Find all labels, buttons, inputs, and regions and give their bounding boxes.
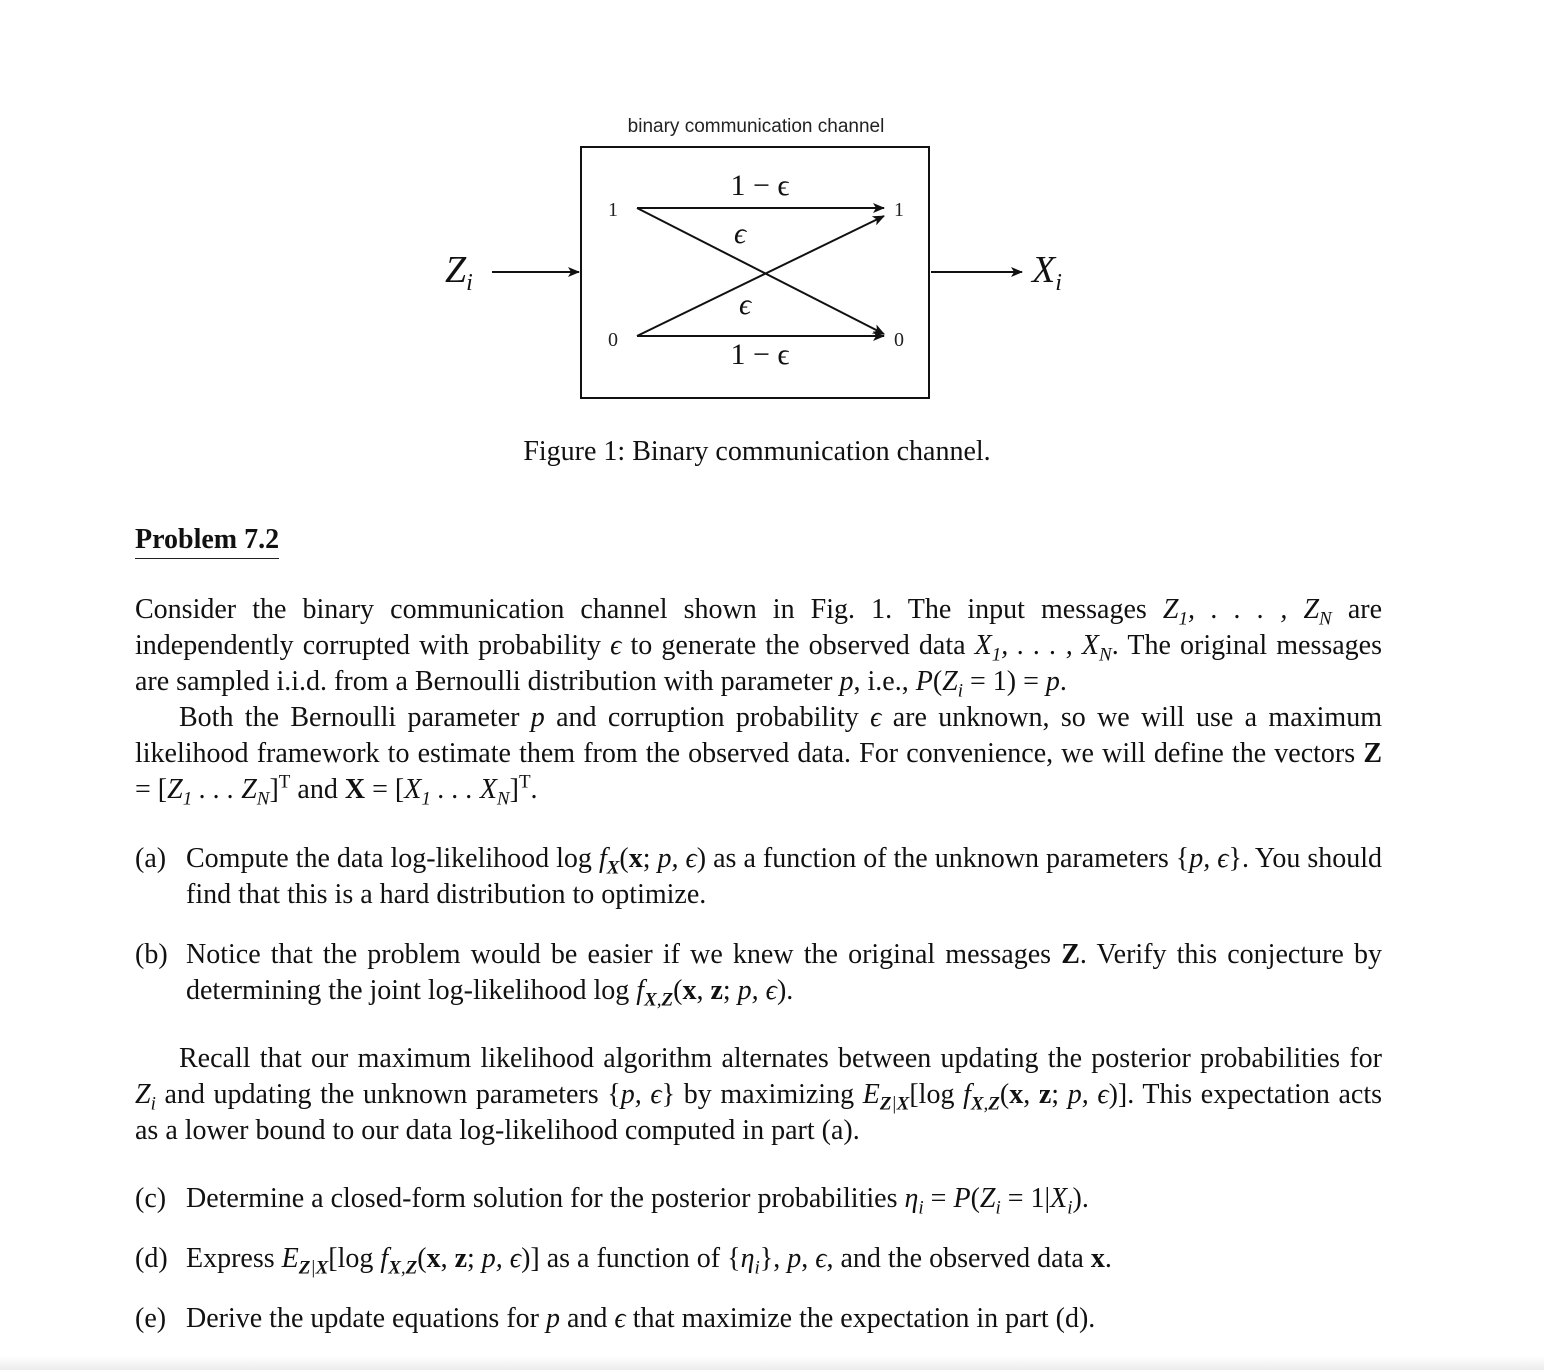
part-d: (d) Express $E_{Z|X}[\log$ $f_{X,Z}(x$, z; p, ϵ)] as a function of $\{\eta_i\}$, p, ϵ, and the observed data x.: [135, 1243, 1112, 1279]
output-label: $X_i$: [1032, 249, 1062, 296]
paragraph-2: Both the Bernoulli parameter p and corruption probability ϵ are unknown, so we will use a maximum likelihood framework to estimate them from the observed data. For convenience, we will define the vectors $Z = [Z_1$ . . . $Z_N]^T$ and $X = [X_1$ . . . $X_N]^T$.: [135, 702, 1382, 810]
page-bottom-shade: [0, 1356, 1544, 1370]
em-paragraph: [135, 1041, 1382, 1149]
part-e: (e) Derive the update equations for p and ϵ that maximize the expectation in part (d).: [135, 1303, 1096, 1334]
edge-0-to-1: [637, 216, 884, 336]
channel-diagram: [0, 0, 1544, 480]
edge-1-to-0: [637, 208, 884, 334]
diagram-title: binary communication channel: [627, 116, 885, 137]
problem-title: Problem 7.2: [135, 522, 279, 559]
bottom-edge-prob: 1 − ϵ: [730, 338, 790, 371]
top-edge-prob: 1 − ϵ: [730, 169, 790, 202]
right-node-1: 1: [894, 199, 904, 221]
right-node-0: 0: [894, 329, 904, 351]
paragraph-3: Recall that our maximum likelihood algorithm alternates between updating the posterior probabilities for $Z_i$ and updating the unknown parameters {p, ϵ} by maximizing $E_{Z|X}[\log$ $f_{X,Z}(x$, z; p, ϵ)]. This expectation acts as a lower bound to our data log-likelihood computed in part (a).: [135, 1043, 1382, 1146]
part-a: (a) Compute the data log-likelihood $\log f_X(x$; p, ϵ) as a function of the unknown parameters {p, ϵ}. You should find that this is a hard distribution to optimize.: [135, 843, 1383, 910]
lower-cross-prob: ϵ: [738, 288, 752, 321]
input-label: $Z_i$: [445, 249, 473, 296]
left-node-0: 0: [608, 329, 618, 351]
figure-caption: Figure 1: Binary communication channel.: [523, 436, 991, 467]
upper-cross-prob: ϵ: [733, 217, 747, 250]
part-b: (b) Notice that the problem would be easier if we knew the original messages Z. Verify this conjecture by determining the joint log-likelihood $\log f_{X,Z}(x$, z; p, ϵ).: [135, 939, 1382, 1011]
problem-statement: [135, 592, 1382, 808]
left-node-1: 1: [608, 199, 618, 221]
part-c: (c) Determine a closed-form solution for the posterior probabilities $\eta_i = P(Z_i = 1|X_i)$.: [135, 1183, 1089, 1219]
paragraph-1: Consider the binary communication channel shown in Fig. 1. The input messages $Z_1$, . . . , $Z_N$ are independently corrupted with probability ϵ to generate the observed data $X_1$, . . . , $X_N$. The original messages are sampled i.i.d. from a Bernoulli distribution with parameter p, i.e., $P(Z_i = 1) = p$.: [135, 594, 1382, 702]
